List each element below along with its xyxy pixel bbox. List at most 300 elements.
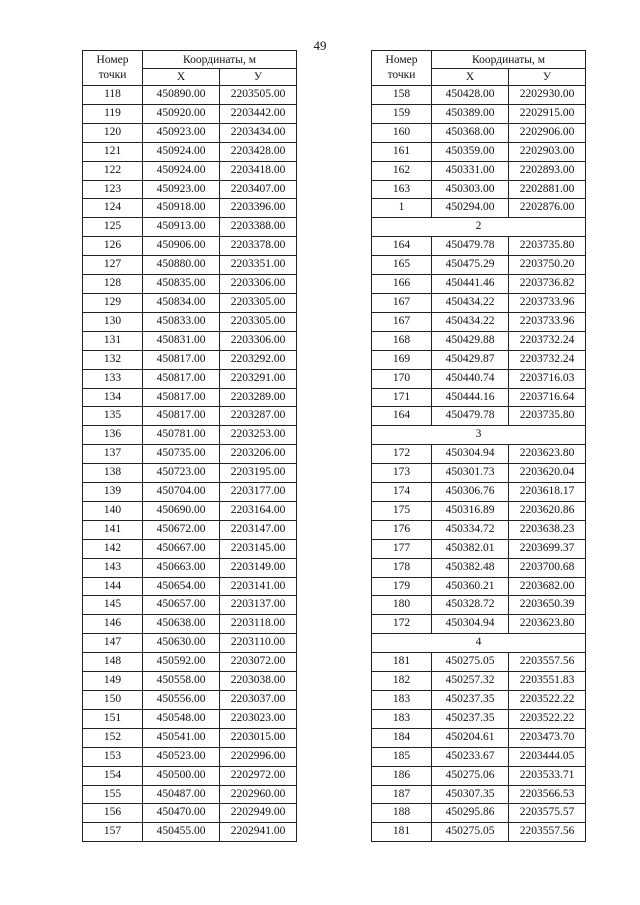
y-coordinate-cell: 2203505.00 — [220, 86, 297, 105]
x-coordinate-cell: 450306.76 — [432, 483, 509, 502]
point-number-cell: 149 — [83, 672, 143, 691]
table-row — [83, 823, 297, 842]
x-coordinate-cell: 450475.29 — [432, 256, 509, 275]
x-coordinate-cell: 450275.06 — [432, 766, 509, 785]
x-coordinate-cell: 450307.35 — [432, 785, 509, 804]
table-row — [372, 785, 586, 804]
column-header-y: У — [509, 69, 586, 86]
y-coordinate-cell: 2203291.00 — [220, 369, 297, 388]
coordinates-table-right — [371, 50, 586, 842]
x-coordinate-cell: 450924.00 — [143, 161, 220, 180]
y-coordinate-cell: 2203735.80 — [509, 237, 586, 256]
point-number-cell: 157 — [83, 823, 143, 842]
y-coordinate-cell: 2203620.04 — [509, 464, 586, 483]
y-coordinate-cell: 2203623.80 — [509, 445, 586, 464]
y-coordinate-cell: 2203292.00 — [220, 350, 297, 369]
table-row — [83, 634, 297, 653]
x-coordinate-cell: 450548.00 — [143, 709, 220, 728]
section-number: 3 — [372, 426, 586, 445]
y-coordinate-cell: 2203305.00 — [220, 312, 297, 331]
y-coordinate-cell: 2203575.57 — [509, 804, 586, 823]
point-number-cell: 122 — [83, 161, 143, 180]
table-row — [372, 747, 586, 766]
point-number-cell: 177 — [372, 539, 432, 558]
point-number-cell: 167 — [372, 293, 432, 312]
point-number-cell: 159 — [372, 104, 432, 123]
table-row — [83, 709, 297, 728]
table-row — [83, 483, 297, 502]
y-coordinate-cell: 2203306.00 — [220, 331, 297, 350]
point-number-cell: 164 — [372, 237, 432, 256]
table-row — [372, 123, 586, 142]
table-row — [83, 350, 297, 369]
x-coordinate-cell: 450923.00 — [143, 180, 220, 199]
table-row — [372, 823, 586, 842]
table-row — [372, 464, 586, 483]
table-row — [83, 199, 297, 218]
y-coordinate-cell: 2203378.00 — [220, 237, 297, 256]
table-row — [372, 256, 586, 275]
point-number-cell: 121 — [83, 142, 143, 161]
x-coordinate-cell: 450382.01 — [432, 539, 509, 558]
table-row — [83, 445, 297, 464]
table-row — [83, 256, 297, 275]
x-coordinate-cell: 450441.46 — [432, 275, 509, 294]
y-coordinate-cell: 2203551.83 — [509, 672, 586, 691]
y-coordinate-cell: 2203716.03 — [509, 369, 586, 388]
y-coordinate-cell: 2202903.00 — [509, 142, 586, 161]
x-coordinate-cell: 450833.00 — [143, 312, 220, 331]
x-coordinate-cell: 450558.00 — [143, 672, 220, 691]
y-coordinate-cell: 2203732.24 — [509, 350, 586, 369]
y-coordinate-cell: 2203522.22 — [509, 691, 586, 710]
column-header-x: Х — [432, 69, 509, 86]
table-row — [372, 369, 586, 388]
y-coordinate-cell: 2203699.37 — [509, 539, 586, 558]
x-coordinate-cell: 450237.35 — [432, 709, 509, 728]
x-coordinate-cell: 450556.00 — [143, 691, 220, 710]
table-row — [372, 520, 586, 539]
x-coordinate-cell: 450906.00 — [143, 237, 220, 256]
x-coordinate-cell: 450920.00 — [143, 104, 220, 123]
header-number-line1: Номер — [96, 54, 129, 66]
x-coordinate-cell: 450880.00 — [143, 256, 220, 275]
y-coordinate-cell: 2203037.00 — [220, 691, 297, 710]
point-number-cell: 146 — [83, 615, 143, 634]
y-coordinate-cell: 2203407.00 — [220, 180, 297, 199]
y-coordinate-cell: 2202915.00 — [509, 104, 586, 123]
point-number-cell: 164 — [372, 407, 432, 426]
y-coordinate-cell: 2203289.00 — [220, 388, 297, 407]
point-number-cell: 128 — [83, 275, 143, 294]
table-row — [372, 558, 586, 577]
y-coordinate-cell: 2203072.00 — [220, 653, 297, 672]
section-row — [372, 426, 586, 445]
x-coordinate-cell: 450781.00 — [143, 426, 220, 445]
x-coordinate-cell: 450316.89 — [432, 501, 509, 520]
y-coordinate-cell: 2202881.00 — [509, 180, 586, 199]
point-number-cell: 188 — [372, 804, 432, 823]
table-row — [372, 596, 586, 615]
point-number-cell: 162 — [372, 161, 432, 180]
x-coordinate-cell: 450440.74 — [432, 369, 509, 388]
point-number-cell: 163 — [372, 180, 432, 199]
y-coordinate-cell: 2202949.00 — [220, 804, 297, 823]
table-row — [83, 539, 297, 558]
table-row — [83, 104, 297, 123]
y-coordinate-cell: 2203716.64 — [509, 388, 586, 407]
point-number-cell: 151 — [83, 709, 143, 728]
point-number-cell: 167 — [372, 312, 432, 331]
table-row — [372, 104, 586, 123]
point-number-cell: 141 — [83, 520, 143, 539]
x-coordinate-cell: 450500.00 — [143, 766, 220, 785]
table-row — [83, 312, 297, 331]
y-coordinate-cell: 2203700.68 — [509, 558, 586, 577]
x-coordinate-cell: 450834.00 — [143, 293, 220, 312]
point-number-cell: 132 — [83, 350, 143, 369]
point-number-cell: 183 — [372, 709, 432, 728]
x-coordinate-cell: 450294.00 — [432, 199, 509, 218]
table-row — [372, 539, 586, 558]
table-row — [372, 199, 586, 218]
table-row — [83, 804, 297, 823]
x-coordinate-cell: 450735.00 — [143, 445, 220, 464]
point-number-cell: 186 — [372, 766, 432, 785]
table-row — [83, 388, 297, 407]
point-number-cell: 144 — [83, 577, 143, 596]
x-coordinate-cell: 450301.73 — [432, 464, 509, 483]
point-number-cell: 180 — [372, 596, 432, 615]
table-row — [83, 275, 297, 294]
point-number-cell: 124 — [83, 199, 143, 218]
table-row — [83, 407, 297, 426]
y-coordinate-cell: 2203428.00 — [220, 142, 297, 161]
point-number-cell: 145 — [83, 596, 143, 615]
x-coordinate-cell: 450434.22 — [432, 293, 509, 312]
x-coordinate-cell: 450523.00 — [143, 747, 220, 766]
point-number-cell: 119 — [83, 104, 143, 123]
table-row — [83, 426, 297, 445]
table-row — [83, 785, 297, 804]
point-number-cell: 148 — [83, 653, 143, 672]
y-coordinate-cell: 2203473.70 — [509, 728, 586, 747]
point-number-cell: 139 — [83, 483, 143, 502]
left-table-body — [83, 86, 297, 842]
y-coordinate-cell: 2203396.00 — [220, 199, 297, 218]
x-coordinate-cell: 450389.00 — [432, 104, 509, 123]
point-number-cell: 125 — [83, 218, 143, 237]
y-coordinate-cell: 2203623.80 — [509, 615, 586, 634]
point-number-cell: 166 — [372, 275, 432, 294]
point-number-cell: 120 — [83, 123, 143, 142]
table-row — [372, 804, 586, 823]
table-row — [83, 464, 297, 483]
point-number-cell: 187 — [372, 785, 432, 804]
y-coordinate-cell: 2202996.00 — [220, 747, 297, 766]
y-coordinate-cell: 2202941.00 — [220, 823, 297, 842]
y-coordinate-cell: 2203557.56 — [509, 823, 586, 842]
x-coordinate-cell: 450817.00 — [143, 369, 220, 388]
point-number-cell: 134 — [83, 388, 143, 407]
table-row — [372, 766, 586, 785]
point-number-cell: 174 — [372, 483, 432, 502]
y-coordinate-cell: 2203557.56 — [509, 653, 586, 672]
y-coordinate-cell: 2203418.00 — [220, 161, 297, 180]
table-row — [372, 483, 586, 502]
y-coordinate-cell: 2202876.00 — [509, 199, 586, 218]
y-coordinate-cell: 2203533.71 — [509, 766, 586, 785]
x-coordinate-cell: 450923.00 — [143, 123, 220, 142]
table-row — [372, 86, 586, 105]
table-row — [372, 577, 586, 596]
x-coordinate-cell: 450233.67 — [432, 747, 509, 766]
x-coordinate-cell: 450835.00 — [143, 275, 220, 294]
x-coordinate-cell: 450918.00 — [143, 199, 220, 218]
y-coordinate-cell: 2202930.00 — [509, 86, 586, 105]
point-number-cell: 123 — [83, 180, 143, 199]
point-number-cell: 182 — [372, 672, 432, 691]
point-number-cell: 172 — [372, 445, 432, 464]
header-number-line1: Номер — [385, 54, 418, 66]
point-number-cell: 140 — [83, 501, 143, 520]
y-coordinate-cell: 2203620.86 — [509, 501, 586, 520]
x-coordinate-cell: 450704.00 — [143, 483, 220, 502]
right-table-body — [372, 86, 586, 842]
table-row — [83, 653, 297, 672]
table-row — [372, 161, 586, 180]
table-row — [83, 691, 297, 710]
table-row — [83, 161, 297, 180]
table-row — [372, 672, 586, 691]
point-number-cell: 172 — [372, 615, 432, 634]
table-row — [83, 501, 297, 520]
table-row — [83, 180, 297, 199]
point-number-cell: 130 — [83, 312, 143, 331]
x-coordinate-cell: 450368.00 — [432, 123, 509, 142]
table-row — [83, 672, 297, 691]
table-row — [83, 86, 297, 105]
table-row — [372, 312, 586, 331]
x-coordinate-cell: 450663.00 — [143, 558, 220, 577]
x-coordinate-cell: 450275.05 — [432, 823, 509, 842]
x-coordinate-cell: 450382.48 — [432, 558, 509, 577]
table-row — [83, 331, 297, 350]
table-row — [372, 388, 586, 407]
table-row — [372, 275, 586, 294]
section-number: 4 — [372, 634, 586, 653]
table-row — [83, 747, 297, 766]
point-number-cell: 152 — [83, 728, 143, 747]
x-coordinate-cell: 450592.00 — [143, 653, 220, 672]
point-number-cell: 129 — [83, 293, 143, 312]
table-row — [83, 577, 297, 596]
header-number-line2: точки — [387, 69, 416, 81]
point-number-cell: 156 — [83, 804, 143, 823]
column-header-point-number — [83, 51, 143, 86]
point-number-cell: 138 — [83, 464, 143, 483]
y-coordinate-cell: 2203682.00 — [509, 577, 586, 596]
y-coordinate-cell: 2203522.22 — [509, 709, 586, 728]
y-coordinate-cell: 2203618.17 — [509, 483, 586, 502]
section-row — [372, 218, 586, 237]
y-coordinate-cell: 2203147.00 — [220, 520, 297, 539]
x-coordinate-cell: 450630.00 — [143, 634, 220, 653]
point-number-cell: 1 — [372, 199, 432, 218]
table-row — [372, 691, 586, 710]
point-number-cell: 183 — [372, 691, 432, 710]
point-number-cell: 143 — [83, 558, 143, 577]
x-coordinate-cell: 450331.00 — [432, 161, 509, 180]
x-coordinate-cell: 450723.00 — [143, 464, 220, 483]
y-coordinate-cell: 2203145.00 — [220, 539, 297, 558]
coordinates-table-left — [82, 50, 297, 842]
y-coordinate-cell: 2203388.00 — [220, 218, 297, 237]
x-coordinate-cell: 450334.72 — [432, 520, 509, 539]
x-coordinate-cell: 450304.94 — [432, 445, 509, 464]
table-row — [83, 123, 297, 142]
column-header-x: Х — [143, 69, 220, 86]
point-number-cell: 165 — [372, 256, 432, 275]
point-number-cell: 153 — [83, 747, 143, 766]
y-coordinate-cell: 2203118.00 — [220, 615, 297, 634]
point-number-cell: 135 — [83, 407, 143, 426]
point-number-cell: 185 — [372, 747, 432, 766]
y-coordinate-cell: 2203750.20 — [509, 256, 586, 275]
table-row — [83, 369, 297, 388]
table-row — [372, 728, 586, 747]
point-number-cell: 127 — [83, 256, 143, 275]
section-number: 2 — [372, 218, 586, 237]
x-coordinate-cell: 450204.61 — [432, 728, 509, 747]
x-coordinate-cell: 450541.00 — [143, 728, 220, 747]
point-number-cell: 136 — [83, 426, 143, 445]
y-coordinate-cell: 2203177.00 — [220, 483, 297, 502]
x-coordinate-cell: 450429.87 — [432, 350, 509, 369]
table-row — [372, 501, 586, 520]
table-row — [83, 615, 297, 634]
point-number-cell: 133 — [83, 369, 143, 388]
y-coordinate-cell: 2203141.00 — [220, 577, 297, 596]
y-coordinate-cell: 2203023.00 — [220, 709, 297, 728]
header-number-line2: точки — [98, 69, 127, 81]
y-coordinate-cell: 2203733.96 — [509, 312, 586, 331]
table-row — [372, 709, 586, 728]
point-number-cell: 175 — [372, 501, 432, 520]
column-header-y: У — [220, 69, 297, 86]
x-coordinate-cell: 450672.00 — [143, 520, 220, 539]
y-coordinate-cell: 2203733.96 — [509, 293, 586, 312]
x-coordinate-cell: 450667.00 — [143, 539, 220, 558]
y-coordinate-cell: 2203736.82 — [509, 275, 586, 294]
table-row — [83, 293, 297, 312]
point-number-cell: 179 — [372, 577, 432, 596]
point-number-cell: 173 — [372, 464, 432, 483]
table-row — [83, 218, 297, 237]
y-coordinate-cell: 2203149.00 — [220, 558, 297, 577]
table-row — [83, 237, 297, 256]
point-number-cell: 142 — [83, 539, 143, 558]
x-coordinate-cell: 450817.00 — [143, 407, 220, 426]
section-row — [372, 634, 586, 653]
y-coordinate-cell: 2203351.00 — [220, 256, 297, 275]
point-number-cell: 181 — [372, 823, 432, 842]
x-coordinate-cell: 450257.32 — [432, 672, 509, 691]
column-header-coordinates: Координаты, м — [432, 51, 586, 69]
y-coordinate-cell: 2202906.00 — [509, 123, 586, 142]
table-row — [83, 728, 297, 747]
y-coordinate-cell: 2203306.00 — [220, 275, 297, 294]
x-coordinate-cell: 450654.00 — [143, 577, 220, 596]
y-coordinate-cell: 2203638.23 — [509, 520, 586, 539]
y-coordinate-cell: 2203253.00 — [220, 426, 297, 445]
y-coordinate-cell: 2203566.53 — [509, 785, 586, 804]
table-row — [372, 293, 586, 312]
point-number-cell: 171 — [372, 388, 432, 407]
table-row — [372, 350, 586, 369]
y-coordinate-cell: 2203650.39 — [509, 596, 586, 615]
x-coordinate-cell: 450487.00 — [143, 785, 220, 804]
y-coordinate-cell: 2203110.00 — [220, 634, 297, 653]
page-number: 49 — [313, 38, 327, 53]
y-coordinate-cell: 2203287.00 — [220, 407, 297, 426]
table-row — [372, 142, 586, 161]
y-coordinate-cell: 2203015.00 — [220, 728, 297, 747]
table-row — [83, 142, 297, 161]
point-number-cell: 126 — [83, 237, 143, 256]
x-coordinate-cell: 450831.00 — [143, 331, 220, 350]
table-row — [83, 766, 297, 785]
x-coordinate-cell: 450359.00 — [432, 142, 509, 161]
y-coordinate-cell: 2203305.00 — [220, 293, 297, 312]
table-row — [372, 407, 586, 426]
x-coordinate-cell: 450690.00 — [143, 501, 220, 520]
y-coordinate-cell: 2203038.00 — [220, 672, 297, 691]
column-header-point-number — [372, 51, 432, 86]
point-number-cell: 158 — [372, 86, 432, 105]
y-coordinate-cell: 2203732.24 — [509, 331, 586, 350]
point-number-cell: 169 — [372, 350, 432, 369]
x-coordinate-cell: 450638.00 — [143, 615, 220, 634]
point-number-cell: 154 — [83, 766, 143, 785]
point-number-cell: 147 — [83, 634, 143, 653]
table-row — [372, 237, 586, 256]
point-number-cell: 168 — [372, 331, 432, 350]
point-number-cell: 137 — [83, 445, 143, 464]
x-coordinate-cell: 450303.00 — [432, 180, 509, 199]
x-coordinate-cell: 450295.86 — [432, 804, 509, 823]
table-row — [372, 445, 586, 464]
y-coordinate-cell: 2203195.00 — [220, 464, 297, 483]
point-number-cell: 131 — [83, 331, 143, 350]
table-row — [83, 520, 297, 539]
y-coordinate-cell: 2202972.00 — [220, 766, 297, 785]
table-row — [372, 615, 586, 634]
x-coordinate-cell: 450817.00 — [143, 350, 220, 369]
x-coordinate-cell: 450434.22 — [432, 312, 509, 331]
point-number-cell: 150 — [83, 691, 143, 710]
table-row — [372, 180, 586, 199]
x-coordinate-cell: 450360.21 — [432, 577, 509, 596]
point-number-cell: 178 — [372, 558, 432, 577]
y-coordinate-cell: 2203434.00 — [220, 123, 297, 142]
x-coordinate-cell: 450429.88 — [432, 331, 509, 350]
point-number-cell: 118 — [83, 86, 143, 105]
x-coordinate-cell: 450890.00 — [143, 86, 220, 105]
y-coordinate-cell: 2203442.00 — [220, 104, 297, 123]
point-number-cell: 181 — [372, 653, 432, 672]
x-coordinate-cell: 450924.00 — [143, 142, 220, 161]
